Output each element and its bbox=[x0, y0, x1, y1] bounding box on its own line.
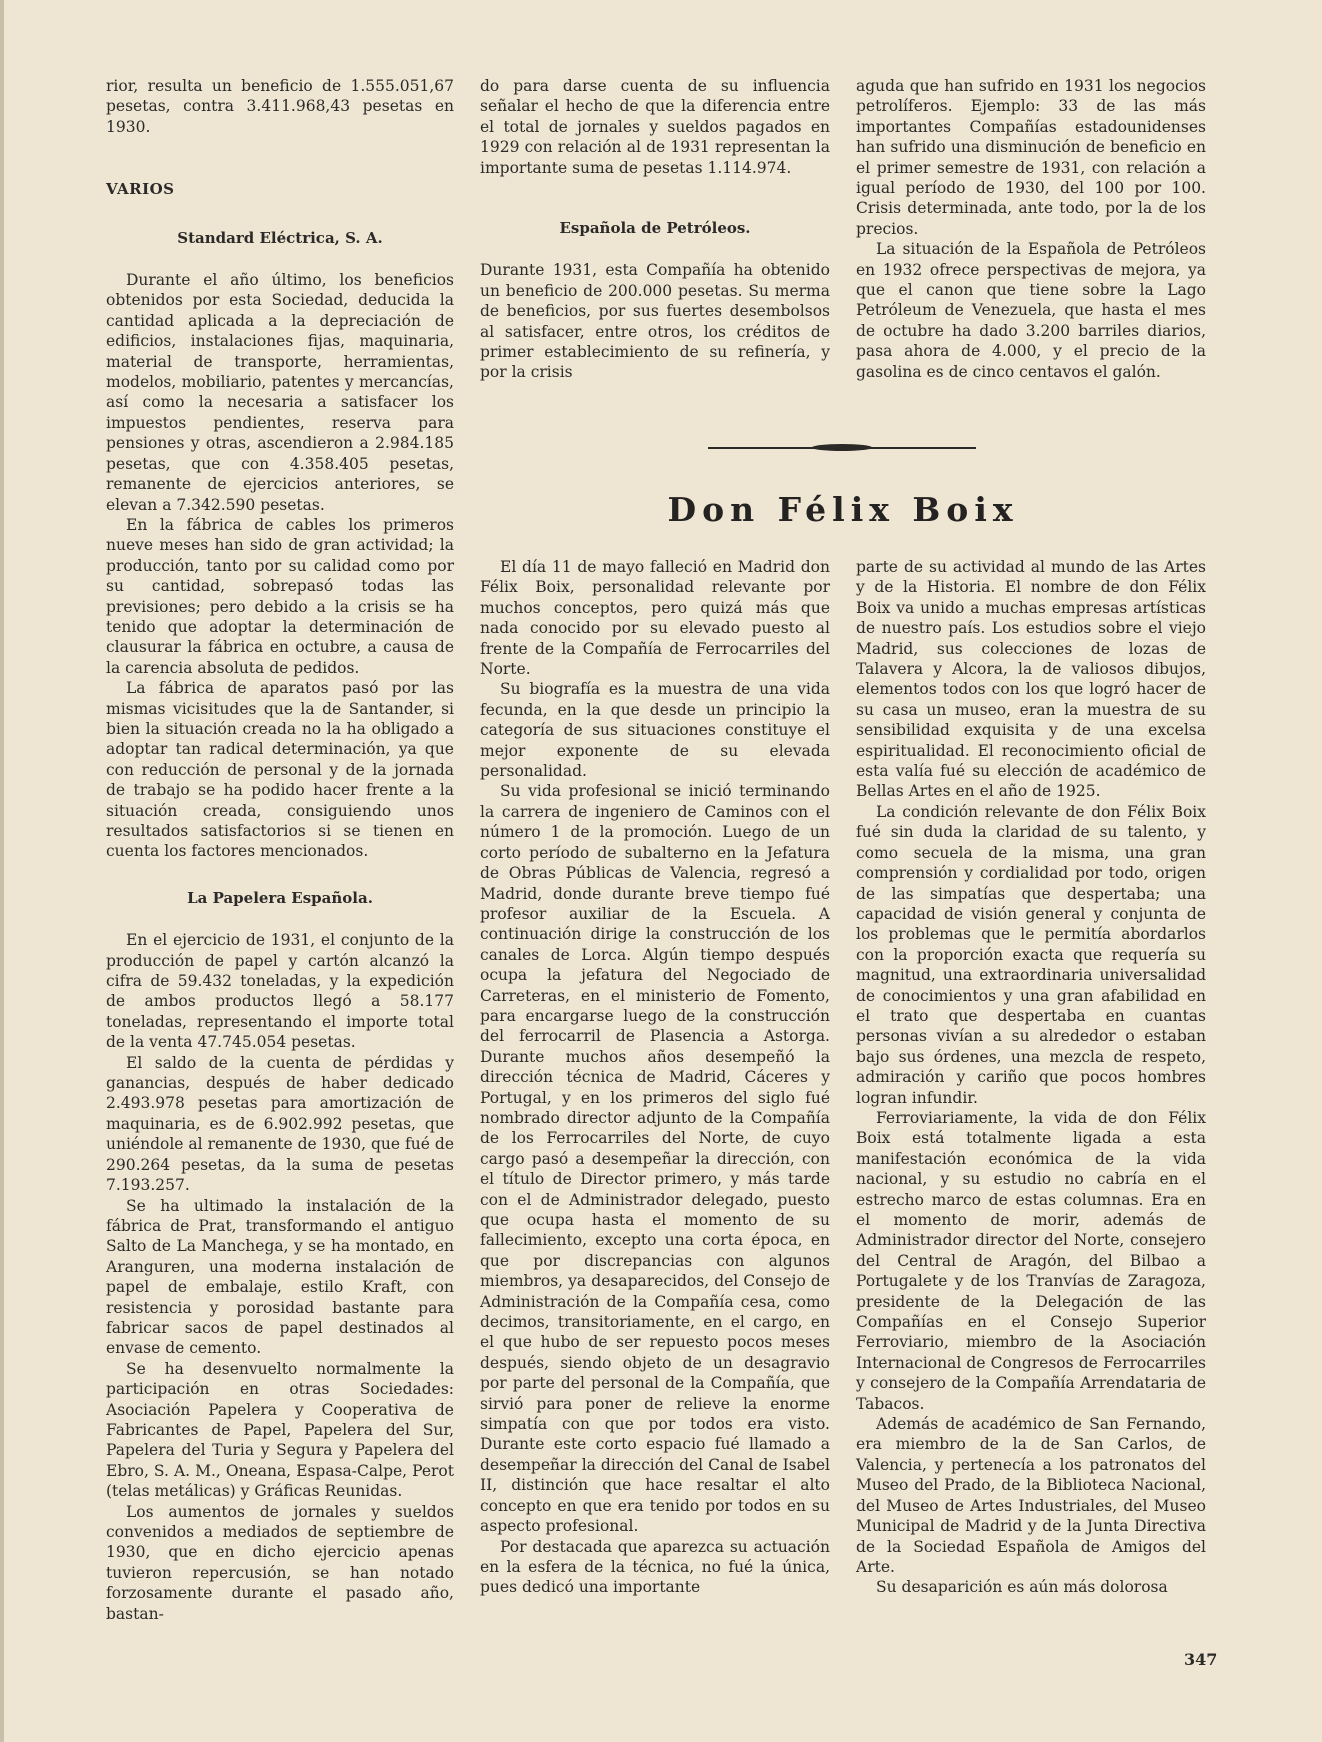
company-heading-papelera-espanola: La Papelera Española. bbox=[187, 888, 373, 907]
paragraph: Durante 1931, esta Compañía ha obtenido un beneficio de 200.000 pesetas. Su merma de beneficios, por sus fuertes desembolsos al satisfacer, entre otros, los créditos de primer establecimiento de su refinería, y por la crisis bbox=[480, 261, 830, 382]
paragraph: Su desaparición es aún más dolorosa bbox=[876, 1578, 1168, 1597]
paragraph: La condición relevante de don Félix Boix fué sin duda la claridad de su talento, y como secuela de la misma, una gran comprensión y cordialidad por todo, origen de las simpatías que despertaba; una capacidad de visión general y conjunta de los problemas que le permitía abordarlos con la proporción exacta que requería su magnitud, una extraordinaria universalidad de conocimientos y una gran afabilidad en el trato que despertaba en cuantas personas vivían a su alrededor o estaban bajo sus órdenes, una mezcla de respeto, admiración y cariño que pocos hombres logran infundir. bbox=[856, 802, 1206, 1107]
divider-ornament bbox=[812, 444, 872, 451]
paragraph: El día 11 de mayo falleció en Madrid don Félix Boix, personalidad relevante por muchos conceptos, pero quizá más que nada conocido por su elevado puesto al frente de la Compañía de Ferrocarriles del Norte. bbox=[480, 558, 830, 679]
paragraph: Su vida profesional se inició terminando la carrera de ingeniero de Caminos con el número 1 de la promoción. Luego de un corto período de subalterno en la Jefatura de Obras Públicas de Valencia, regresó a Madrid, donde durante breve tiempo fué profesor auxiliar de la Escuela. A continuación dirige la construcción de los canales de Lorca. Algún tiempo después ocupa la jefatura del Negociado de Carreteras, en el ministerio de Fomento, para encargarse luego de la construcción del ferrocarril de Plasencia a Astorga. Durante muchos años desempeñó la dirección técnica de Madrid, Cáceres y Portugal, y en los primeros del siglo fué nombrado director adjunto de la Compañía de los Ferrocarriles del Norte, de cuyo cargo pasó a desempeñar la dirección, con el título de Director primero, y más tarde con el de Administrador delegado, puesto que ocupa hasta el momento de su fallecimiento, excepto una corta época, en que por discrepancias con algunos miembros, ya desaparecidos, del Consejo de Administración de la Compañía cesa, como decimos, transitoriamente, en el cargo, en el que hubo de ser repuesto pocos meses después, siendo objeto de un desagravio por parte del personal de la Compañía, que sirvió para poner de relieve la enorme simpatía con que por todos era visto. Durante este corto espacio fué llamado a desempeñar la dirección del Canal de Isabel II, distinción que hace resaltar el alto concepto en que era tenido por todos en su aspecto profesional. bbox=[480, 782, 830, 1536]
middle-column-top bbox=[480, 76, 830, 383]
right-column-top bbox=[856, 76, 1206, 382]
paragraph: Durante el año último, los beneficios obtenidos por esta Sociedad, deducida la cantidad aplicada a la depreciación de edificios, instalaciones fijas, maquinaria, material de transporte, herramientas, modelos, mobiliario, patentes y mercancías, así como la necesaria a satisfacer los impuestos pendientes, reserva para pensiones y otras, ascendieron a 2.984.185 pesetas, que con 4.358.405 pesetas, remanente de ejercicios anteriores, se elevan a 7.342.590 pesetas. bbox=[106, 271, 454, 514]
paragraph: En la fábrica de cables los primeros nueve meses han sido de gran actividad; la producción, tanto por su calidad como por su cantidad, sobrepasó todas las previsiones; pero debido a la crisis se ha tenido que adoptar la determinación de clausurar la fábrica en octubre, a causa de la carencia absoluta de pedidos. bbox=[106, 515, 454, 677]
company-heading-standard-electrica: Standard Eléctrica, S. A. bbox=[177, 228, 383, 247]
paragraph: parte de su actividad al mundo de las Artes y de la Historia. El nombre de don Félix Boix va unido a muchas empresas artísticas de nuestro país. Los estudios sobre el viejo Madrid, sus colecciones de lozas de Talavera y Alcora, la de valiosos dibujos, elementos todos con los que logró hacer de su casa un museo, eran la muestra de su sensibilidad exquisita y de una excelsa espiritualidad. El reconocimiento oficial de esta valía fué su elección de académico de Bellas Artes en el año de 1925. bbox=[856, 558, 1206, 801]
paragraph: Ferroviariamente, la vida de don Félix Boix está totalmente ligada a esta manifestación económica de la vida nacional, y su estudio no cabría en el estrecho marco de estas columnas. Era en el momento de morir, además de Administrador director del Norte, consejero del Central de Aragón, del Bilbao a Portugalete y de los Tranvías de Zaragoza, presidente de la Delegación de las Compañías en el Consejo Superior Ferroviario, miembro de la Asociación Internacional de Congresos de Ferrocarriles y consejero de la Compañía Arrendataria de Tabacos. bbox=[856, 1108, 1206, 1413]
company-heading-espanola-petroleos: Española de Petróleos. bbox=[559, 219, 751, 238]
paragraph: La situación de la Española de Petróleos en 1932 ofrece perspectivas de mejora, ya que el canon que tiene sobre la Lago Petróleum de Venezuela, que hasta el mes de octubre ha dado 3.200 barriles diarios, pasa ahora de 4.000, y el precio de la gasolina es de cinco centavos el galón. bbox=[856, 240, 1206, 381]
paragraph: Se ha ultimado la instalación de la fábrica de Prat, transformando el antiguo Salto de La Manchega, y se ha montado, en Aranguren, una moderna instalación de papel de embalaje, estilo Kraft, con resistencia y porosidad bastante para fabricar sacos de papel destinados al envase de cemento. bbox=[106, 1196, 454, 1358]
paragraph: En el ejercicio de 1931, el conjunto de la producción de papel y cartón alcanzó la cifra de 59.432 toneladas, y la expedición de ambos productos llegó a 58.177 toneladas, representando el importe total de la venta 47.745.054 pesetas. bbox=[106, 931, 454, 1052]
paragraph: Se ha desenvuelto normalmente la participación en otras Sociedades: Asociación Papelera y Cooperativa de Fabricantes de Papel, Papelera del Sur, Papelera del Turia y Segura y Papelera del Ebro, S. A. M., Oneana, Espasa-Calpe, Perot (telas metálicas) y Gráficas Reunidas. bbox=[106, 1359, 454, 1501]
left-column bbox=[106, 76, 454, 1624]
paragraph: do para darse cuenta de su influencia señalar el hecho de que la diferencia entre el total de jornales y sueldos pagados en 1929 con relación al de 1931 representan la importante suma de pesetas 1.114.974. bbox=[480, 77, 830, 177]
page-number: 347 bbox=[1184, 1650, 1218, 1669]
section-heading-varios: VARIOS bbox=[106, 180, 175, 199]
left-intro-paragraph: rior, resulta un beneficio de 1.555.051,67 pesetas, contra 3.411.968,43 pesetas en 1930. bbox=[106, 77, 454, 136]
paragraph: La fábrica de aparatos pasó por las mismas vicisitudes que la de Santander, si bien la situación creada no la ha obligado a adoptar tan radical determinación, ya que con reducción de personal y de la jornada de trabajo se ha podido hacer frente a la situación creada, consiguiendo unos resultados satisfactorios si se tienen en cuenta los factores mencionados. bbox=[106, 679, 454, 861]
paragraph: Los aumentos de jornales y sueldos convenidos a mediados de septiembre de 1930, que en dicho ejercicio apenas tuvieron repercusión, se han notado forzosamente durante el pasado año, bastan- bbox=[106, 1502, 454, 1623]
paragraph: Por destacada que aparezca su actuación en la esfera de la técnica, no fué la única, pues dedicó una importante bbox=[480, 1537, 830, 1597]
paragraph: aguda que han sufrido en 1931 los negocios petrolíferos. Ejemplo: 33 de las más importantes Compañías estadounidenses han sufrido una disminución de beneficio en el primer semestre de 1931, con relación a igual período de 1930, del 100 por 100. Crisis determinada, ante todo, por la de los precios. bbox=[856, 77, 1206, 238]
paragraph: Además de académico de San Fernando, era miembro de la de San Carlos, de Valencia, y pertenecía a los patronatos del Museo del Prado, de la Biblioteca Nacional, del Museo de Artes Industriales, del Museo Municipal de Madrid y de la Junta Directiva de la Sociedad Española de Amigos del Arte. bbox=[856, 1415, 1206, 1576]
obituary-left-column bbox=[480, 557, 830, 1598]
obituary-right-column bbox=[856, 557, 1206, 1598]
page-edge bbox=[0, 0, 4, 1742]
paragraph: El saldo de la cuenta de pérdidas y ganancias, después de haber dedicado 2.493.978 pesetas para amortización de maquinaria, es de 6.902.992 pesetas, que uniéndole al remanente de 1930, que fué de 290.264 pesetas, da la suma de pesetas 7.193.257. bbox=[106, 1053, 454, 1195]
paragraph: Su biografía es la muestra de una vida fecunda, en la que desde un principio la categoría de sus situaciones constituye el mejor exponente de su elevada personalidad. bbox=[480, 680, 830, 781]
obituary-title: Don Félix Boix bbox=[667, 490, 1019, 529]
